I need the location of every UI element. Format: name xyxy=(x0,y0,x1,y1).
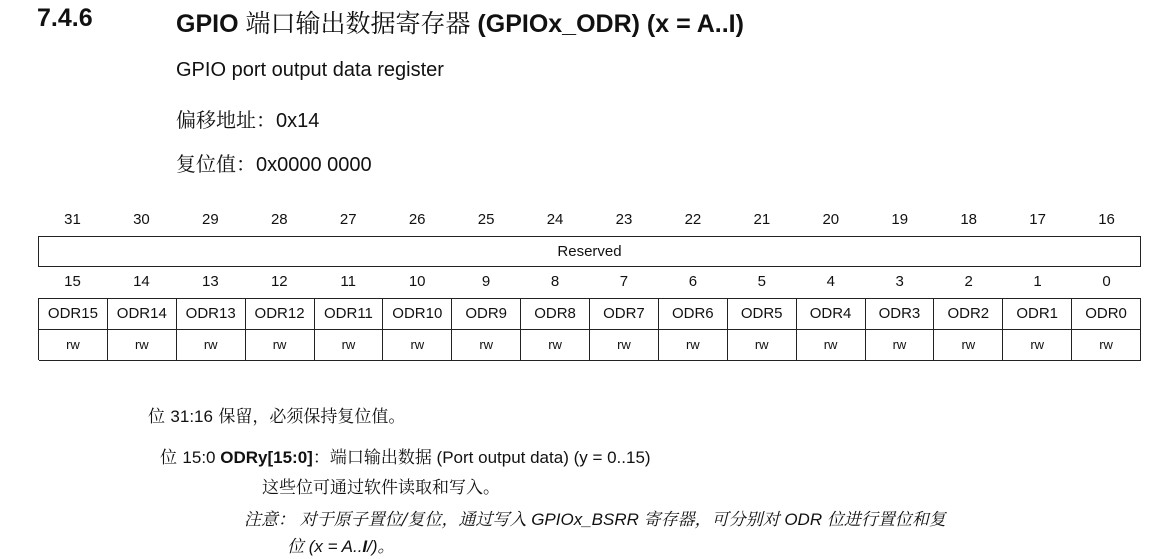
bit-range: 15:0 xyxy=(182,448,216,467)
field-access: rw xyxy=(246,330,315,361)
field-access: rw xyxy=(659,330,728,361)
field-access: rw xyxy=(934,330,1003,361)
field-name: ODR8 xyxy=(521,299,590,330)
reset-line xyxy=(176,148,372,177)
bit-number: 29 xyxy=(202,211,219,228)
note-text: 。 xyxy=(377,537,395,557)
high-bit-numbers xyxy=(38,211,1141,229)
field-name: ODR6 xyxy=(659,299,728,330)
field-name: ODR1 xyxy=(1003,299,1072,330)
bit-number: 24 xyxy=(546,211,564,228)
note-line2 xyxy=(287,532,395,557)
rw-description: 这些位可通过软件读取和写入。 xyxy=(262,478,500,498)
bit-number: 15 xyxy=(64,273,81,290)
bit-number: 6 xyxy=(688,273,698,290)
bit-number: 26 xyxy=(408,211,426,228)
reserved-field: Reserved xyxy=(38,236,1141,267)
bit-number: 31 xyxy=(64,211,81,228)
field-name: ODR2 xyxy=(934,299,1003,330)
field-access: rw xyxy=(39,330,108,361)
field-name: ODR9 xyxy=(452,299,521,330)
bit-number: 20 xyxy=(822,211,840,228)
title-suffix: (GPIOx_ODR) (x = A..I) xyxy=(470,10,744,38)
bit-number: 27 xyxy=(339,211,357,228)
field-name: ODR5 xyxy=(728,299,797,330)
note-text: 位进行置位和复 xyxy=(826,510,946,530)
field-access: rw xyxy=(315,330,384,361)
bit-label: 位 xyxy=(148,407,171,427)
note-text: I xyxy=(362,537,368,556)
field-access: rw xyxy=(1003,330,1072,361)
bits-15-0-line2 xyxy=(262,473,500,498)
field-access: rw xyxy=(590,330,659,361)
field-name: ODR11 xyxy=(315,299,384,330)
bit-number: 22 xyxy=(684,211,702,228)
note-text: (x = A.. xyxy=(304,537,363,556)
title-cn: 端口输出数据寄存器 xyxy=(245,9,471,38)
offset-line xyxy=(176,104,319,133)
field-name: ODR15 xyxy=(39,299,108,330)
field-access: rw xyxy=(108,330,177,361)
field-name: ODR13 xyxy=(177,299,246,330)
field-access: rw xyxy=(797,330,866,361)
field-access: rw xyxy=(383,330,452,361)
bit-number: 5 xyxy=(757,273,767,290)
register-fields-table xyxy=(38,298,1141,360)
register-subtitle: GPIO port output data register xyxy=(176,59,444,81)
bit-number: 7 xyxy=(619,273,629,290)
field-name: ODR12 xyxy=(246,299,315,330)
note-text: GPIOx_BSRR xyxy=(526,510,644,529)
bit-number: 0 xyxy=(1102,273,1111,290)
offset-value: 0x14 xyxy=(276,110,320,132)
low-bit-numbers xyxy=(38,273,1141,291)
bit-number: 3 xyxy=(895,273,904,290)
bit-number: 18 xyxy=(960,211,977,228)
colon: ： xyxy=(312,448,330,468)
field-name: ODR14 xyxy=(108,299,177,330)
offset-label: 偏移地址： xyxy=(176,108,276,132)
bit-number: 2 xyxy=(964,273,973,290)
bit-number: 11 xyxy=(340,273,356,290)
bit-number: 10 xyxy=(408,273,426,290)
field-access: rw xyxy=(177,330,246,361)
field-access: rw xyxy=(1072,330,1141,361)
bit-text: 保留，必须保持复位值。 xyxy=(212,407,406,427)
bit-range: 31:16 xyxy=(170,407,213,426)
note-text: ODR xyxy=(779,510,827,529)
bit-number: 17 xyxy=(1029,211,1046,228)
bits-31-16-description xyxy=(148,402,405,427)
field-access: rw xyxy=(452,330,521,361)
field-name: ODR3 xyxy=(866,299,935,330)
bit-number: 19 xyxy=(891,211,909,228)
reset-label: 复位值： xyxy=(176,152,256,176)
section-title xyxy=(176,4,744,40)
bit-number: 21 xyxy=(753,211,771,228)
reset-value: 0x0000 0000 xyxy=(256,154,372,176)
bit-number: 23 xyxy=(615,211,633,228)
bits-15-0-description xyxy=(160,443,651,468)
bit-number: 12 xyxy=(270,273,288,290)
bit-label: 位 xyxy=(160,448,183,468)
note-line1 xyxy=(244,505,946,530)
section-number: 7.4.6 xyxy=(37,4,93,32)
field-name: ODR7 xyxy=(590,299,659,330)
note-text: /) xyxy=(367,537,378,556)
field-name: ODR10 xyxy=(383,299,452,330)
bit-number: 14 xyxy=(133,273,150,290)
bit-number: 8 xyxy=(550,273,560,290)
field-name: ODR0 xyxy=(1072,299,1141,330)
title-prefix: GPIO xyxy=(176,10,246,38)
bit-text-en: (Port output data) (y = 0..15) xyxy=(431,448,651,467)
bit-number: 13 xyxy=(202,273,219,290)
bit-text-cn: 端口输出数据 xyxy=(329,448,432,468)
note-text: 寄存器，可分别对 xyxy=(643,510,780,530)
bit-number: 16 xyxy=(1098,211,1115,228)
bit-number: 4 xyxy=(826,273,835,290)
field-access: rw xyxy=(728,330,797,361)
field-name: ODR4 xyxy=(797,299,866,330)
note-label: 注意： xyxy=(244,510,295,530)
bit-number: 28 xyxy=(270,211,288,228)
field-access: rw xyxy=(866,330,935,361)
note-text: 位 xyxy=(287,537,304,557)
bit-number: 30 xyxy=(133,211,150,228)
bit-number: 9 xyxy=(481,273,491,290)
field-name-bold: ODRy[15:0] xyxy=(220,448,313,467)
note-text: 对于原子置位/复位，通过写入 xyxy=(299,510,527,530)
bit-number: 25 xyxy=(477,211,495,228)
bit-number: 1 xyxy=(1033,273,1042,290)
field-access: rw xyxy=(521,330,590,361)
